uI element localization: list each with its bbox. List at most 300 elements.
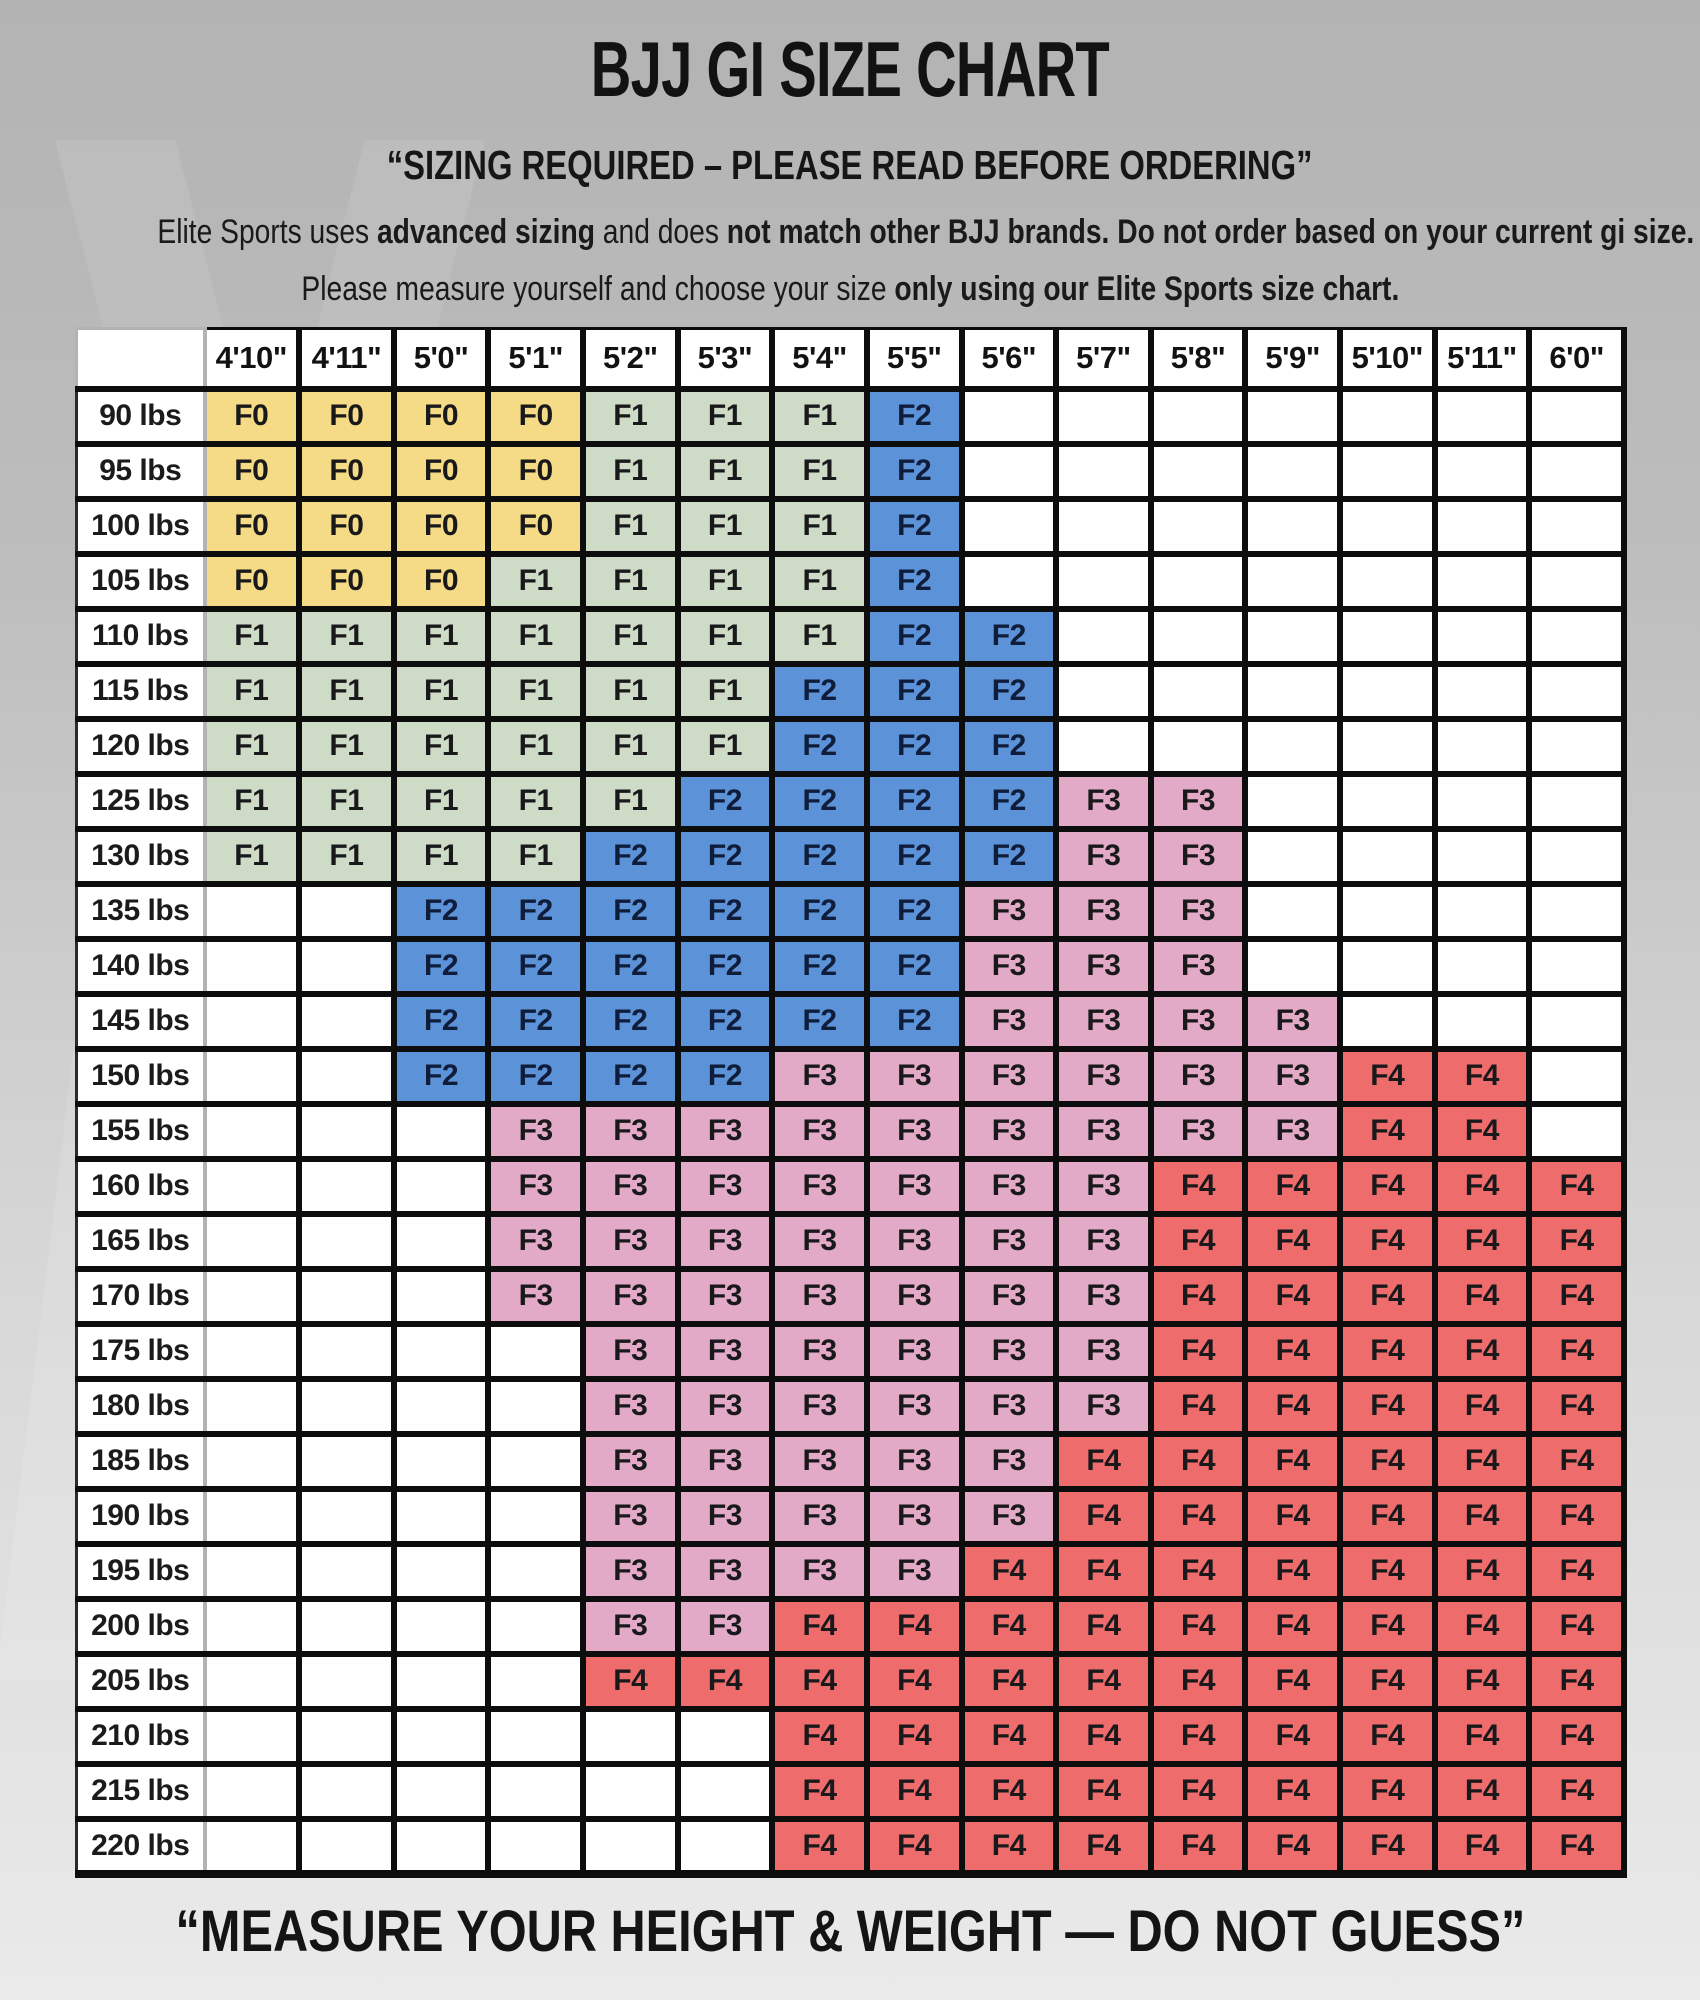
- size-cell: F1: [394, 664, 489, 719]
- empty-cell: [299, 1599, 394, 1654]
- empty-cell: [299, 1049, 394, 1104]
- size-cell: F1: [583, 444, 678, 499]
- size-cell: F1: [488, 664, 583, 719]
- size-cell: F4: [1151, 1489, 1246, 1544]
- size-cell: F4: [772, 1599, 867, 1654]
- empty-cell: [299, 1269, 394, 1324]
- size-cell: F3: [678, 1104, 773, 1159]
- size-cell: F3: [772, 1544, 867, 1599]
- weight-label: 105 lbs: [77, 554, 205, 609]
- size-cell: F4: [1435, 1269, 1530, 1324]
- empty-cell: [299, 1709, 394, 1764]
- size-cell: F4: [1245, 1214, 1340, 1269]
- empty-cell: [1529, 499, 1624, 554]
- empty-cell: [394, 1214, 489, 1269]
- size-cell: F4: [1340, 1654, 1435, 1709]
- size-cell: F2: [772, 994, 867, 1049]
- empty-cell: [1245, 939, 1340, 994]
- table-row: [77, 774, 1625, 829]
- height-header: 4'10": [205, 329, 300, 389]
- weight-label: 90 lbs: [77, 389, 205, 444]
- size-cell: F1: [205, 664, 300, 719]
- size-cell: F3: [678, 1599, 773, 1654]
- empty-cell: [962, 444, 1057, 499]
- size-cell: F3: [867, 1269, 962, 1324]
- size-cell: F1: [488, 774, 583, 829]
- size-cell: F3: [583, 1544, 678, 1599]
- height-header: 5'9": [1245, 329, 1340, 389]
- empty-cell: [1435, 664, 1530, 719]
- size-cell: F4: [1435, 1049, 1530, 1104]
- weight-label: 190 lbs: [77, 1489, 205, 1544]
- height-header: 5'11": [1435, 329, 1530, 389]
- table-row: [77, 1544, 1625, 1599]
- size-cell: F4: [1435, 1434, 1530, 1489]
- empty-cell: [394, 1489, 489, 1544]
- size-cell: F0: [299, 389, 394, 444]
- empty-cell: [299, 1544, 394, 1599]
- height-header-row: [77, 329, 1625, 389]
- size-cell: F3: [1056, 1049, 1151, 1104]
- size-cell: F2: [678, 939, 773, 994]
- size-cell: F1: [583, 499, 678, 554]
- size-cell: F3: [583, 1379, 678, 1434]
- weight-label: 165 lbs: [77, 1214, 205, 1269]
- empty-cell: [1245, 554, 1340, 609]
- empty-cell: [205, 1269, 300, 1324]
- size-cell: F0: [205, 389, 300, 444]
- size-cell: F1: [205, 719, 300, 774]
- size-cell: F4: [1435, 1324, 1530, 1379]
- size-cell: F2: [867, 389, 962, 444]
- empty-cell: [1529, 939, 1624, 994]
- empty-cell: [1435, 499, 1530, 554]
- size-cell: F0: [394, 444, 489, 499]
- size-cell: F2: [867, 829, 962, 884]
- empty-cell: [1435, 444, 1530, 499]
- size-cell: F4: [772, 1764, 867, 1819]
- empty-cell: [1245, 774, 1340, 829]
- size-cell: F4: [867, 1709, 962, 1764]
- size-cell: F4: [1151, 1324, 1246, 1379]
- size-cell: F4: [1529, 1214, 1624, 1269]
- size-cell: F3: [678, 1544, 773, 1599]
- empty-cell: [1245, 609, 1340, 664]
- empty-cell: [1340, 664, 1435, 719]
- size-cell: F1: [299, 664, 394, 719]
- empty-cell: [205, 1324, 300, 1379]
- size-cell: F0: [488, 444, 583, 499]
- empty-cell: [394, 1324, 489, 1379]
- table-row: [77, 609, 1625, 664]
- table-row: [77, 389, 1625, 444]
- size-cell: F1: [583, 389, 678, 444]
- empty-cell: [299, 1104, 394, 1159]
- size-cell: F3: [962, 1214, 1057, 1269]
- empty-cell: [1340, 499, 1435, 554]
- empty-cell: [1245, 499, 1340, 554]
- size-cell: F4: [1151, 1434, 1246, 1489]
- size-cell: F3: [1056, 1379, 1151, 1434]
- size-cell: F4: [962, 1544, 1057, 1599]
- size-cell: F3: [1056, 884, 1151, 939]
- empty-cell: [1529, 1104, 1624, 1159]
- empty-cell: [299, 1489, 394, 1544]
- size-cell: F3: [1151, 884, 1246, 939]
- size-cell: F1: [678, 554, 773, 609]
- weight-label: 205 lbs: [77, 1654, 205, 1709]
- size-cell: F4: [1529, 1819, 1624, 1874]
- empty-cell: [299, 1379, 394, 1434]
- size-cell: F4: [1245, 1544, 1340, 1599]
- size-cell: F3: [962, 1434, 1057, 1489]
- empty-cell: [1529, 994, 1624, 1049]
- empty-cell: [1340, 994, 1435, 1049]
- size-cell: F4: [867, 1599, 962, 1654]
- size-cell: F4: [1529, 1709, 1624, 1764]
- size-cell: F2: [394, 939, 489, 994]
- size-cell: F3: [962, 1489, 1057, 1544]
- title-bold-part: BJJ GI: [590, 25, 765, 113]
- size-cell: F4: [1056, 1434, 1151, 1489]
- table-row: [77, 939, 1625, 994]
- weight-label: 220 lbs: [77, 1819, 205, 1874]
- size-cell: F2: [583, 939, 678, 994]
- empty-cell: [1340, 389, 1435, 444]
- size-cell: F3: [1245, 994, 1340, 1049]
- empty-cell: [394, 1654, 489, 1709]
- intro-line-2: [0, 270, 1700, 309]
- size-cell: F4: [1340, 1544, 1435, 1599]
- empty-cell: [1435, 829, 1530, 884]
- size-cell: F2: [583, 994, 678, 1049]
- size-cell: F2: [678, 829, 773, 884]
- size-cell: F3: [962, 1269, 1057, 1324]
- empty-cell: [205, 1709, 300, 1764]
- size-cell: F2: [678, 774, 773, 829]
- weight-label: 180 lbs: [77, 1379, 205, 1434]
- table-row: [77, 499, 1625, 554]
- table-row: [77, 1269, 1625, 1324]
- size-cell: F2: [583, 1049, 678, 1104]
- size-cell: F3: [1056, 774, 1151, 829]
- empty-cell: [962, 554, 1057, 609]
- empty-cell: [1435, 554, 1530, 609]
- empty-cell: [394, 1379, 489, 1434]
- height-header: 5'8": [1151, 329, 1246, 389]
- size-cell: F1: [488, 829, 583, 884]
- height-header: 5'2": [583, 329, 678, 389]
- size-cell: F3: [1056, 829, 1151, 884]
- empty-cell: [394, 1544, 489, 1599]
- size-cell: F1: [394, 719, 489, 774]
- size-cell: F3: [678, 1434, 773, 1489]
- empty-cell: [1529, 1049, 1624, 1104]
- size-cell: F4: [1435, 1764, 1530, 1819]
- size-cell: F3: [488, 1159, 583, 1214]
- size-cell: F3: [488, 1104, 583, 1159]
- size-cell: F4: [1056, 1544, 1151, 1599]
- corner-cell: [77, 329, 205, 389]
- size-cell: F3: [1151, 994, 1246, 1049]
- size-cell: F2: [867, 609, 962, 664]
- size-cell: F4: [1151, 1764, 1246, 1819]
- size-cell: F1: [488, 554, 583, 609]
- empty-cell: [1435, 774, 1530, 829]
- empty-cell: [488, 1324, 583, 1379]
- empty-cell: [1151, 554, 1246, 609]
- title-regular-part: SIZE CHART: [764, 25, 1110, 113]
- empty-cell: [1340, 774, 1435, 829]
- empty-cell: [962, 389, 1057, 444]
- table-row: [77, 1489, 1625, 1544]
- size-cell: F2: [867, 554, 962, 609]
- empty-cell: [1245, 444, 1340, 499]
- size-cell: F2: [867, 884, 962, 939]
- weight-label: 120 lbs: [77, 719, 205, 774]
- size-cell: F3: [867, 1214, 962, 1269]
- table-row: [77, 444, 1625, 499]
- size-cell: F2: [678, 994, 773, 1049]
- size-cell: F4: [1245, 1709, 1340, 1764]
- empty-cell: [1056, 719, 1151, 774]
- size-cell: F3: [772, 1269, 867, 1324]
- size-cell: F0: [299, 499, 394, 554]
- empty-cell: [1435, 389, 1530, 444]
- size-cell: F3: [678, 1489, 773, 1544]
- size-cell: F4: [1529, 1324, 1624, 1379]
- empty-cell: [1056, 499, 1151, 554]
- size-cell: F3: [1056, 994, 1151, 1049]
- weight-label: 100 lbs: [77, 499, 205, 554]
- size-cell: F1: [583, 609, 678, 664]
- height-header: 5'3": [678, 329, 773, 389]
- size-cell: F0: [488, 499, 583, 554]
- weight-label: 135 lbs: [77, 884, 205, 939]
- size-cell: F4: [1340, 1159, 1435, 1214]
- empty-cell: [1151, 609, 1246, 664]
- empty-cell: [1056, 609, 1151, 664]
- empty-cell: [1056, 389, 1151, 444]
- size-cell: F3: [583, 1104, 678, 1159]
- empty-cell: [1435, 994, 1530, 1049]
- size-cell: F3: [1151, 939, 1246, 994]
- size-cell: F2: [772, 939, 867, 994]
- weight-label: 130 lbs: [77, 829, 205, 884]
- size-cell: F4: [962, 1764, 1057, 1819]
- size-cell: F3: [962, 939, 1057, 994]
- table-row: [77, 994, 1625, 1049]
- empty-cell: [488, 1434, 583, 1489]
- size-cell: F1: [772, 554, 867, 609]
- empty-cell: [488, 1764, 583, 1819]
- size-cell: F1: [205, 829, 300, 884]
- size-cell: F3: [488, 1269, 583, 1324]
- size-cell: F4: [678, 1654, 773, 1709]
- height-header: 5'10": [1340, 329, 1435, 389]
- empty-cell: [299, 1819, 394, 1874]
- intro1-seg1: Elite Sports uses: [157, 213, 377, 251]
- empty-cell: [1151, 499, 1246, 554]
- size-cell: F0: [394, 499, 489, 554]
- size-cell: F3: [962, 1049, 1057, 1104]
- empty-cell: [1056, 664, 1151, 719]
- size-cell: F0: [488, 389, 583, 444]
- size-cell: F3: [772, 1104, 867, 1159]
- size-cell: F1: [299, 609, 394, 664]
- table-row: [77, 884, 1625, 939]
- empty-cell: [1529, 389, 1624, 444]
- size-cell: F3: [867, 1324, 962, 1379]
- size-cell: F2: [772, 774, 867, 829]
- size-cell: F1: [772, 499, 867, 554]
- empty-cell: [205, 1104, 300, 1159]
- size-cell: F4: [1056, 1764, 1151, 1819]
- footer-warning: [0, 1898, 1700, 1965]
- size-cell: F3: [867, 1489, 962, 1544]
- table-row: [77, 1764, 1625, 1819]
- size-cell: F3: [867, 1544, 962, 1599]
- weight-label: 150 lbs: [77, 1049, 205, 1104]
- empty-cell: [205, 1489, 300, 1544]
- size-cell: F1: [678, 719, 773, 774]
- empty-cell: [1245, 719, 1340, 774]
- empty-cell: [1340, 609, 1435, 664]
- size-cell: F4: [1245, 1324, 1340, 1379]
- size-cell: F4: [1245, 1159, 1340, 1214]
- size-cell: F4: [1529, 1764, 1624, 1819]
- size-cell: F2: [394, 994, 489, 1049]
- size-cell: F4: [962, 1654, 1057, 1709]
- size-cell: F2: [867, 994, 962, 1049]
- size-cell: F3: [1151, 774, 1246, 829]
- size-cell: F2: [867, 774, 962, 829]
- table-row: [77, 554, 1625, 609]
- size-cell: F4: [1340, 1214, 1435, 1269]
- height-header: 5'0": [394, 329, 489, 389]
- size-cell: F3: [1056, 1214, 1151, 1269]
- size-cell: F3: [867, 1434, 962, 1489]
- size-cell: F2: [772, 884, 867, 939]
- empty-cell: [1435, 884, 1530, 939]
- table-row: [77, 1214, 1625, 1269]
- size-cell: F4: [1151, 1544, 1246, 1599]
- size-cell: F2: [678, 884, 773, 939]
- weight-label: 200 lbs: [77, 1599, 205, 1654]
- size-cell: F3: [772, 1159, 867, 1214]
- size-cell: F4: [867, 1819, 962, 1874]
- empty-cell: [299, 1654, 394, 1709]
- empty-cell: [488, 1819, 583, 1874]
- size-cell: F3: [1056, 1159, 1151, 1214]
- empty-cell: [1340, 444, 1435, 499]
- size-cell: F4: [1340, 1269, 1435, 1324]
- size-cell: F4: [1151, 1654, 1246, 1709]
- table-row: [77, 1049, 1625, 1104]
- intro-line-1: [0, 213, 1700, 252]
- empty-cell: [394, 1159, 489, 1214]
- empty-cell: [488, 1599, 583, 1654]
- size-cell: F4: [1056, 1489, 1151, 1544]
- intro2-seg2: only using our Elite Sports size chart.: [894, 270, 1399, 308]
- empty-cell: [488, 1544, 583, 1599]
- size-cell: F3: [1056, 1324, 1151, 1379]
- empty-cell: [205, 1599, 300, 1654]
- size-cell: F4: [1340, 1819, 1435, 1874]
- size-cell: F3: [1151, 1104, 1246, 1159]
- size-cell: F3: [1056, 1269, 1151, 1324]
- empty-cell: [1340, 554, 1435, 609]
- weight-label: 195 lbs: [77, 1544, 205, 1599]
- empty-cell: [583, 1709, 678, 1764]
- empty-cell: [299, 939, 394, 994]
- size-cell: F4: [867, 1654, 962, 1709]
- empty-cell: [299, 1159, 394, 1214]
- size-cell: F1: [488, 719, 583, 774]
- height-header: 5'4": [772, 329, 867, 389]
- size-cell: F1: [678, 609, 773, 664]
- empty-cell: [394, 1269, 489, 1324]
- size-cell: F1: [678, 389, 773, 444]
- size-cell: F2: [772, 829, 867, 884]
- size-cell: F3: [583, 1599, 678, 1654]
- size-cell: F1: [772, 444, 867, 499]
- empty-cell: [299, 1434, 394, 1489]
- size-cell: F4: [962, 1819, 1057, 1874]
- size-cell: F4: [1245, 1764, 1340, 1819]
- empty-cell: [299, 994, 394, 1049]
- size-cell: F4: [1340, 1379, 1435, 1434]
- weight-label: 145 lbs: [77, 994, 205, 1049]
- table-row: [77, 1709, 1625, 1764]
- size-cell: F2: [678, 1049, 773, 1104]
- size-cell: F1: [488, 609, 583, 664]
- size-cell: F4: [1529, 1434, 1624, 1489]
- size-cell: F4: [1056, 1709, 1151, 1764]
- empty-cell: [488, 1654, 583, 1709]
- size-cell: F4: [1245, 1599, 1340, 1654]
- intro1-seg4: not match other BJJ brands.: [726, 213, 1118, 251]
- size-cell: F3: [583, 1489, 678, 1544]
- empty-cell: [1529, 444, 1624, 499]
- size-cell: F3: [583, 1214, 678, 1269]
- size-cell: F4: [1340, 1489, 1435, 1544]
- size-cell: F2: [772, 719, 867, 774]
- table-row: [77, 829, 1625, 884]
- size-cell: F4: [1529, 1654, 1624, 1709]
- empty-cell: [1529, 884, 1624, 939]
- intro1-seg2: advanced sizing: [376, 213, 595, 251]
- empty-cell: [583, 1764, 678, 1819]
- empty-cell: [394, 1709, 489, 1764]
- height-header: 5'5": [867, 329, 962, 389]
- size-cell: F4: [962, 1709, 1057, 1764]
- size-cell: F3: [867, 1379, 962, 1434]
- size-cell: F2: [488, 1049, 583, 1104]
- size-cell: F1: [772, 609, 867, 664]
- size-cell: F2: [962, 829, 1057, 884]
- empty-cell: [205, 884, 300, 939]
- size-cell: F1: [583, 554, 678, 609]
- empty-cell: [205, 1159, 300, 1214]
- size-cell: F4: [1435, 1104, 1530, 1159]
- page-title: [0, 25, 1700, 113]
- size-cell: F4: [1340, 1434, 1435, 1489]
- empty-cell: [205, 1379, 300, 1434]
- size-cell: F0: [394, 389, 489, 444]
- empty-cell: [205, 939, 300, 994]
- size-cell: F3: [962, 1159, 1057, 1214]
